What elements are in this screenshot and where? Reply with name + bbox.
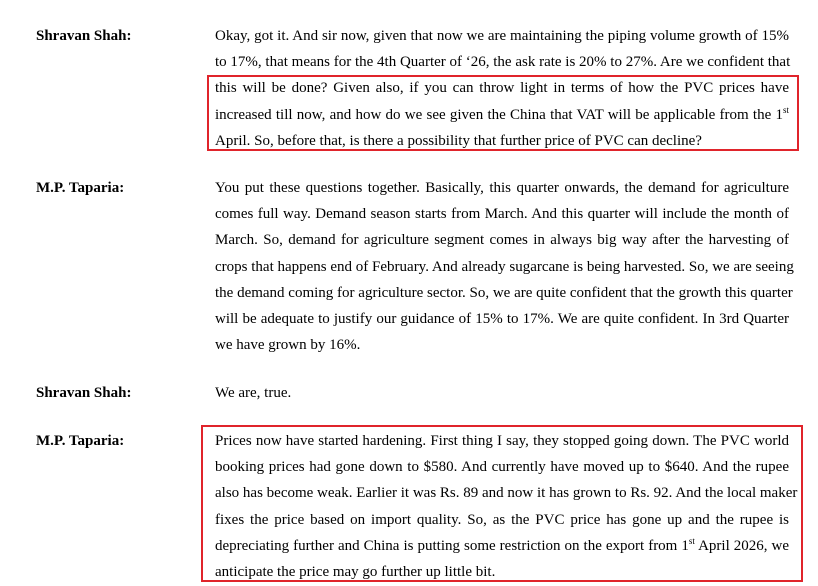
speaker-name: Shravan Shah: bbox=[36, 28, 132, 44]
speaker-name: M.P. Taparia: bbox=[36, 180, 125, 196]
transcript-line: booking prices had gone down to $580. And currently have moved up to $640. And the rupee bbox=[215, 459, 789, 476]
transcript-line: crops that happens end of February. And already sugarcane is being harvested. So, we are seeing bbox=[215, 258, 794, 275]
transcript-paragraph bbox=[215, 380, 789, 406]
superscript: st bbox=[782, 104, 789, 115]
transcript-line: comes full way. Demand season starts from March. And this quarter will include the month of bbox=[215, 206, 789, 223]
transcript-line: March. So, demand for agriculture segment comes in always big way after the harvesting of bbox=[215, 232, 789, 249]
transcript-line: anticipate the price may go further up little bit. bbox=[215, 564, 496, 581]
transcript-line: will be adequate to justify our guidance of 15% to 17%. We are quite confident. In 3rd Quarter bbox=[215, 311, 789, 328]
transcript-paragraph bbox=[215, 23, 789, 154]
transcript-line: Prices now have started hardening. First thing I say, they stopped going down. The PVC world bbox=[215, 433, 789, 449]
line-text: depreciating further and China is putting some restriction on the export from 1 bbox=[215, 537, 689, 554]
transcript-line: You put these questions together. Basically, this quarter onwards, the demand for agriculture bbox=[215, 180, 789, 196]
speaker-name: M.P. Taparia: bbox=[36, 433, 125, 449]
transcript-line: April. So, before that, is there a possibility that further price of PVC can decline? bbox=[215, 132, 702, 149]
transcript-line bbox=[215, 533, 789, 559]
transcript-line: Okay, got it. And sir now, given that now we are maintaining the piping volume growth of 15% bbox=[215, 28, 789, 44]
transcript-line: we have grown by 16%. bbox=[215, 337, 361, 354]
transcript-line: fixes the price based on import quality. So, as the PVC price has gone up and the rupee is bbox=[215, 511, 789, 528]
transcript-paragraph bbox=[215, 175, 794, 358]
transcript-line bbox=[215, 102, 789, 128]
transcript-line: We are, true. bbox=[215, 385, 292, 401]
speaker-name: Shravan Shah: bbox=[36, 385, 132, 401]
superscript: st bbox=[688, 535, 695, 546]
transcript-line: also has become weak. Earlier it was Rs. 89 and now it has grown to Rs. 92. And the local maker bbox=[215, 485, 798, 502]
transcript-paragraph bbox=[215, 428, 798, 585]
line-text: April 2026, we bbox=[694, 537, 790, 554]
transcript-line: to 17%, that means for the 4th Quarter of ‘26, the ask rate is 20% to 27%. Are we confident that bbox=[215, 54, 791, 71]
transcript-line: this will be done? Given also, if you can throw light in terms of how the PVC prices have bbox=[215, 80, 789, 97]
transcript-line: the demand coming for agriculture sector. So, we are quite confident that the growth this quarter bbox=[215, 284, 793, 301]
line-text: increased till now, and how do we see given the China that VAT will be applicable from the 1 bbox=[215, 106, 783, 123]
